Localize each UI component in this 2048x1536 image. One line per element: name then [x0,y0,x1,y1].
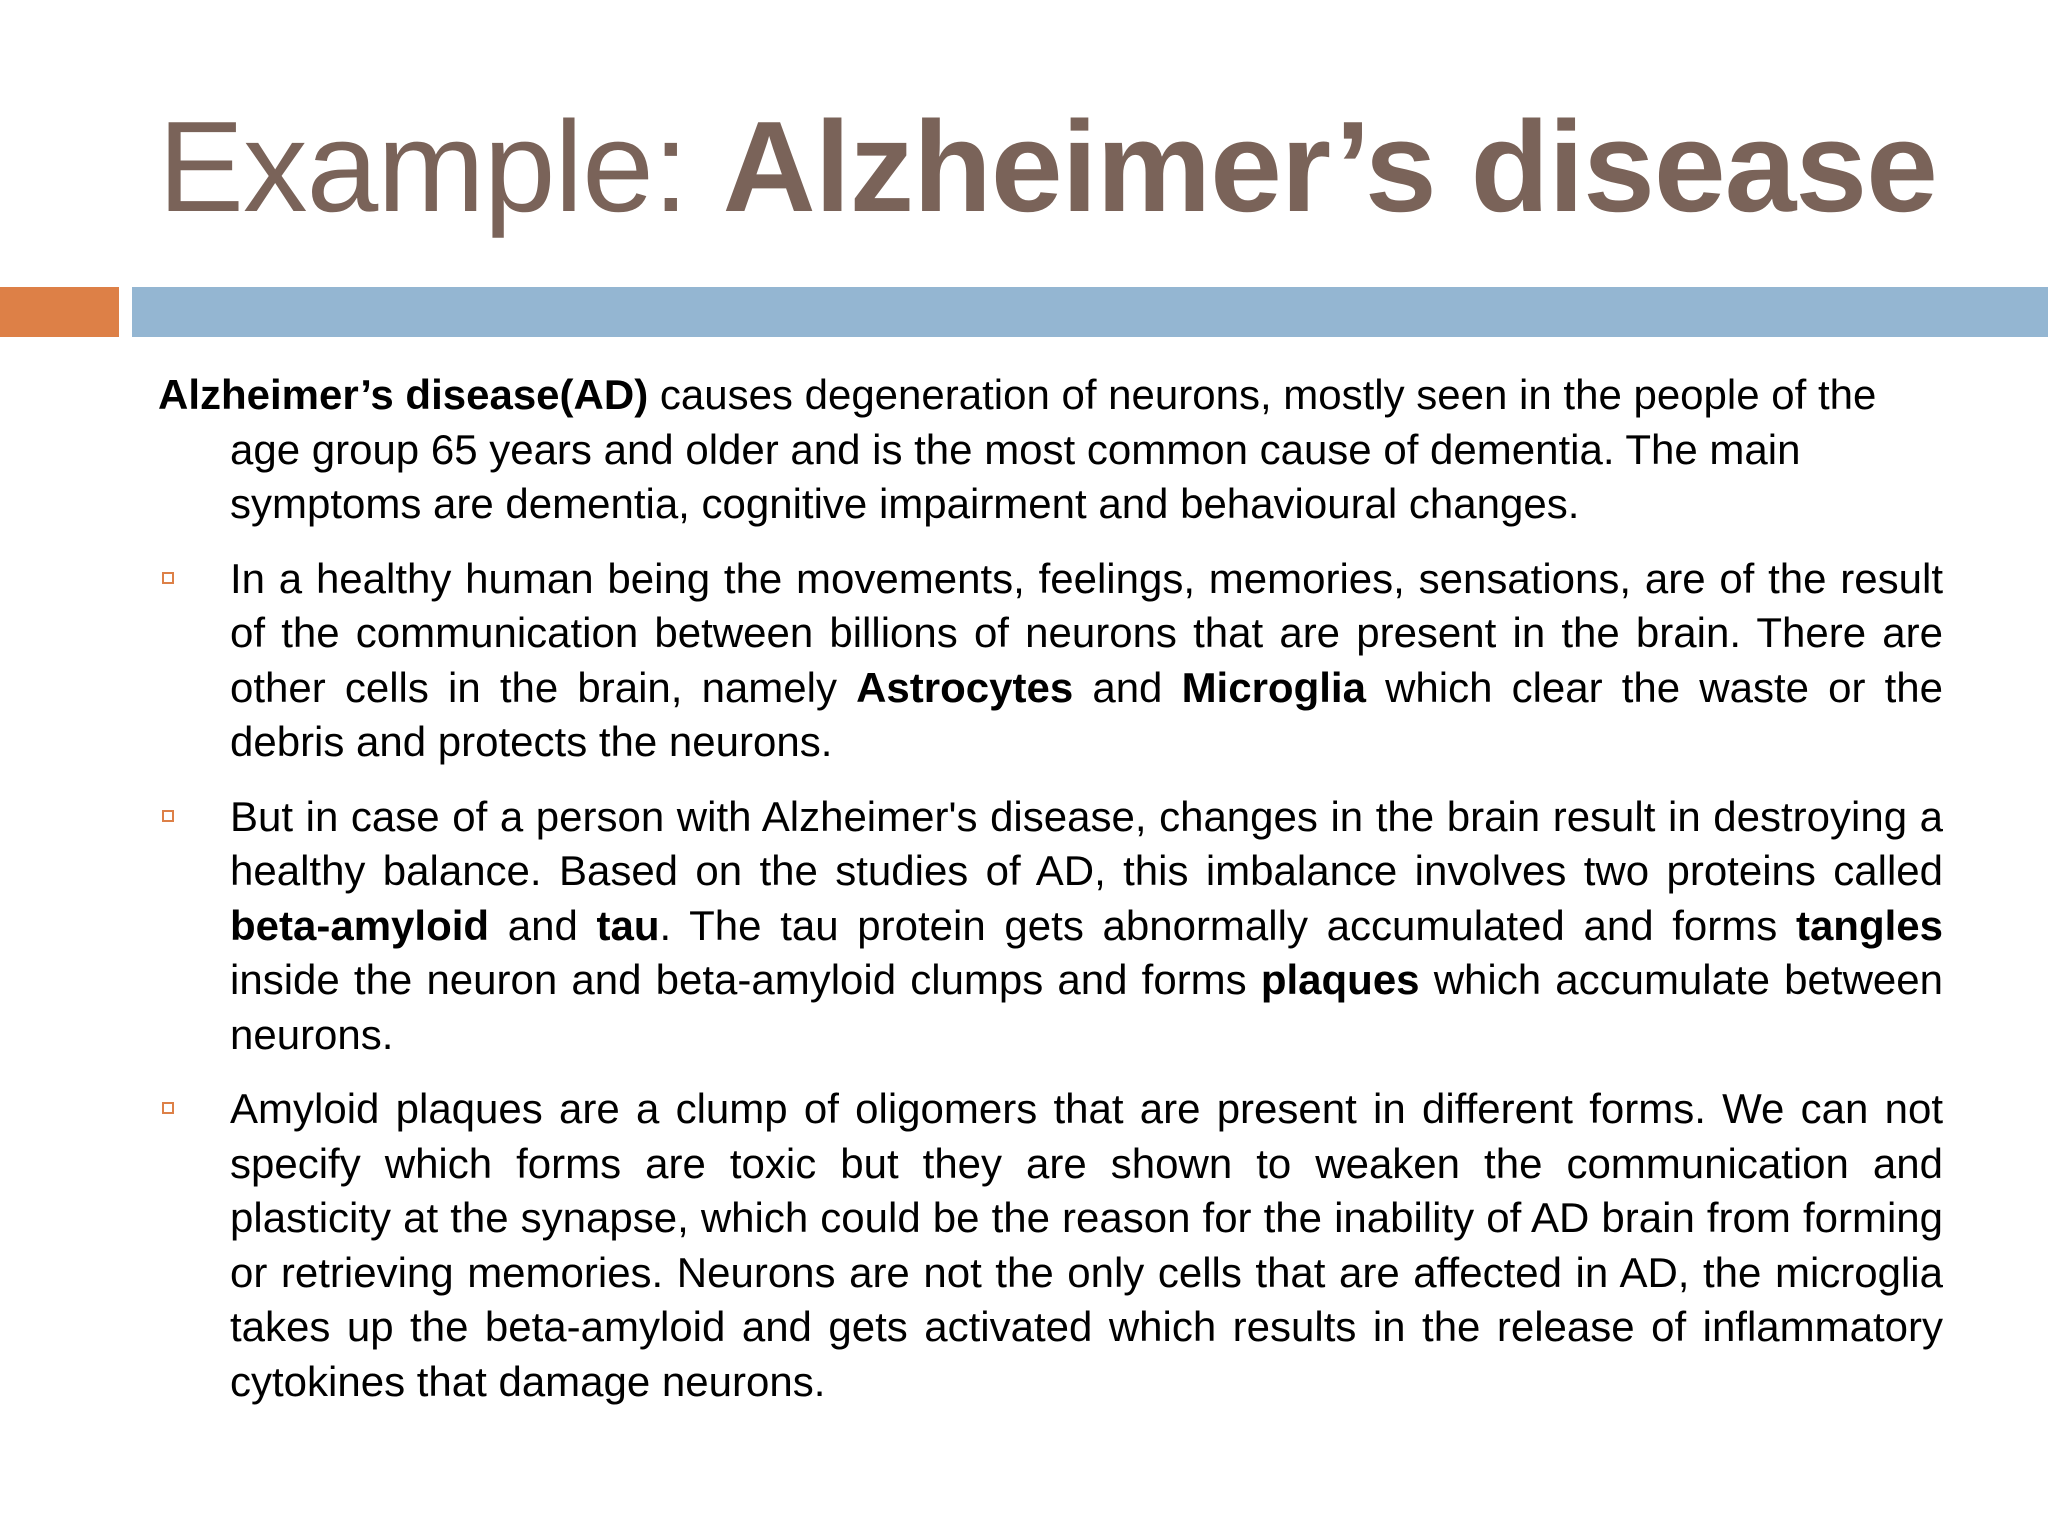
slide-title [158,92,1937,242]
bullet-bold-term: plaques [1260,956,1420,1003]
title-emphasis: Alzheimer’s disease [722,95,1937,239]
bullet-item [158,552,1943,770]
square-bullet-icon [162,810,174,822]
bullet-text: and [489,901,597,949]
title-prefix: Example: [158,95,723,239]
slide-body [158,368,1943,1429]
bullet-item [158,790,1943,1063]
accent-bar-blue [132,287,2048,337]
intro-term: Alzheimer’s disease(AD) [158,371,649,418]
bullet-text: which accumulate between neurons. [230,956,1943,1058]
bullet-text: which clear the waste or the debris and protects the neurons. [230,663,1943,765]
bullet-text: . The tau protein gets abnormally accumulated and forms [659,901,1796,949]
bullet-text: and [1073,663,1182,711]
bullet-bold-term: Microglia [1181,663,1366,711]
intro-paragraph [158,368,1943,532]
intro-text: causes degeneration of neurons, mostly seen in the people of the age group 65 years and older and is the most common cause of dementia. The main symptoms are dementia, cognitive impairment and behavioural changes. [230,371,1877,527]
accent-bar-orange [0,287,119,337]
square-bullet-icon [162,572,174,584]
bullet-text: In a healthy human being the movements, feelings, memories, sensations, are of the result of the communication between billions of neurons that are present in the brain. There are other cells in the brain, namely [230,554,1943,711]
square-bullet-icon [162,1102,174,1114]
bullet-text: inside the neuron and beta-amyloid clumps and forms [230,956,1261,1003]
bullet-item [158,1082,1943,1409]
bullet-bold-term: tau [596,901,660,949]
bullet-bold-term: tangles [1795,901,1943,949]
bullet-text: Amyloid plaques are a clump of oligomers that are present in different forms. We can not specify which forms are toxic but they are shown to weaken the communication and plasticity at the synapse, which could be the reason for the inability of AD brain from forming or retrieving memories. Neurons are not the only cells that are affected in AD, the microglia takes up the beta-amyloid and gets activated which results in the release of inflammatory cytokines that damage neurons. [230,1085,1943,1405]
bullet-text: But in case of a person with Alzheimer's disease, changes in the brain result in destroying a healthy balance. Based on the studies of AD, this imbalance involves two proteins called [230,792,1943,894]
bullet-bold-term: beta-amyloid [230,901,490,949]
bullet-bold-term: Astrocytes [856,663,1074,711]
